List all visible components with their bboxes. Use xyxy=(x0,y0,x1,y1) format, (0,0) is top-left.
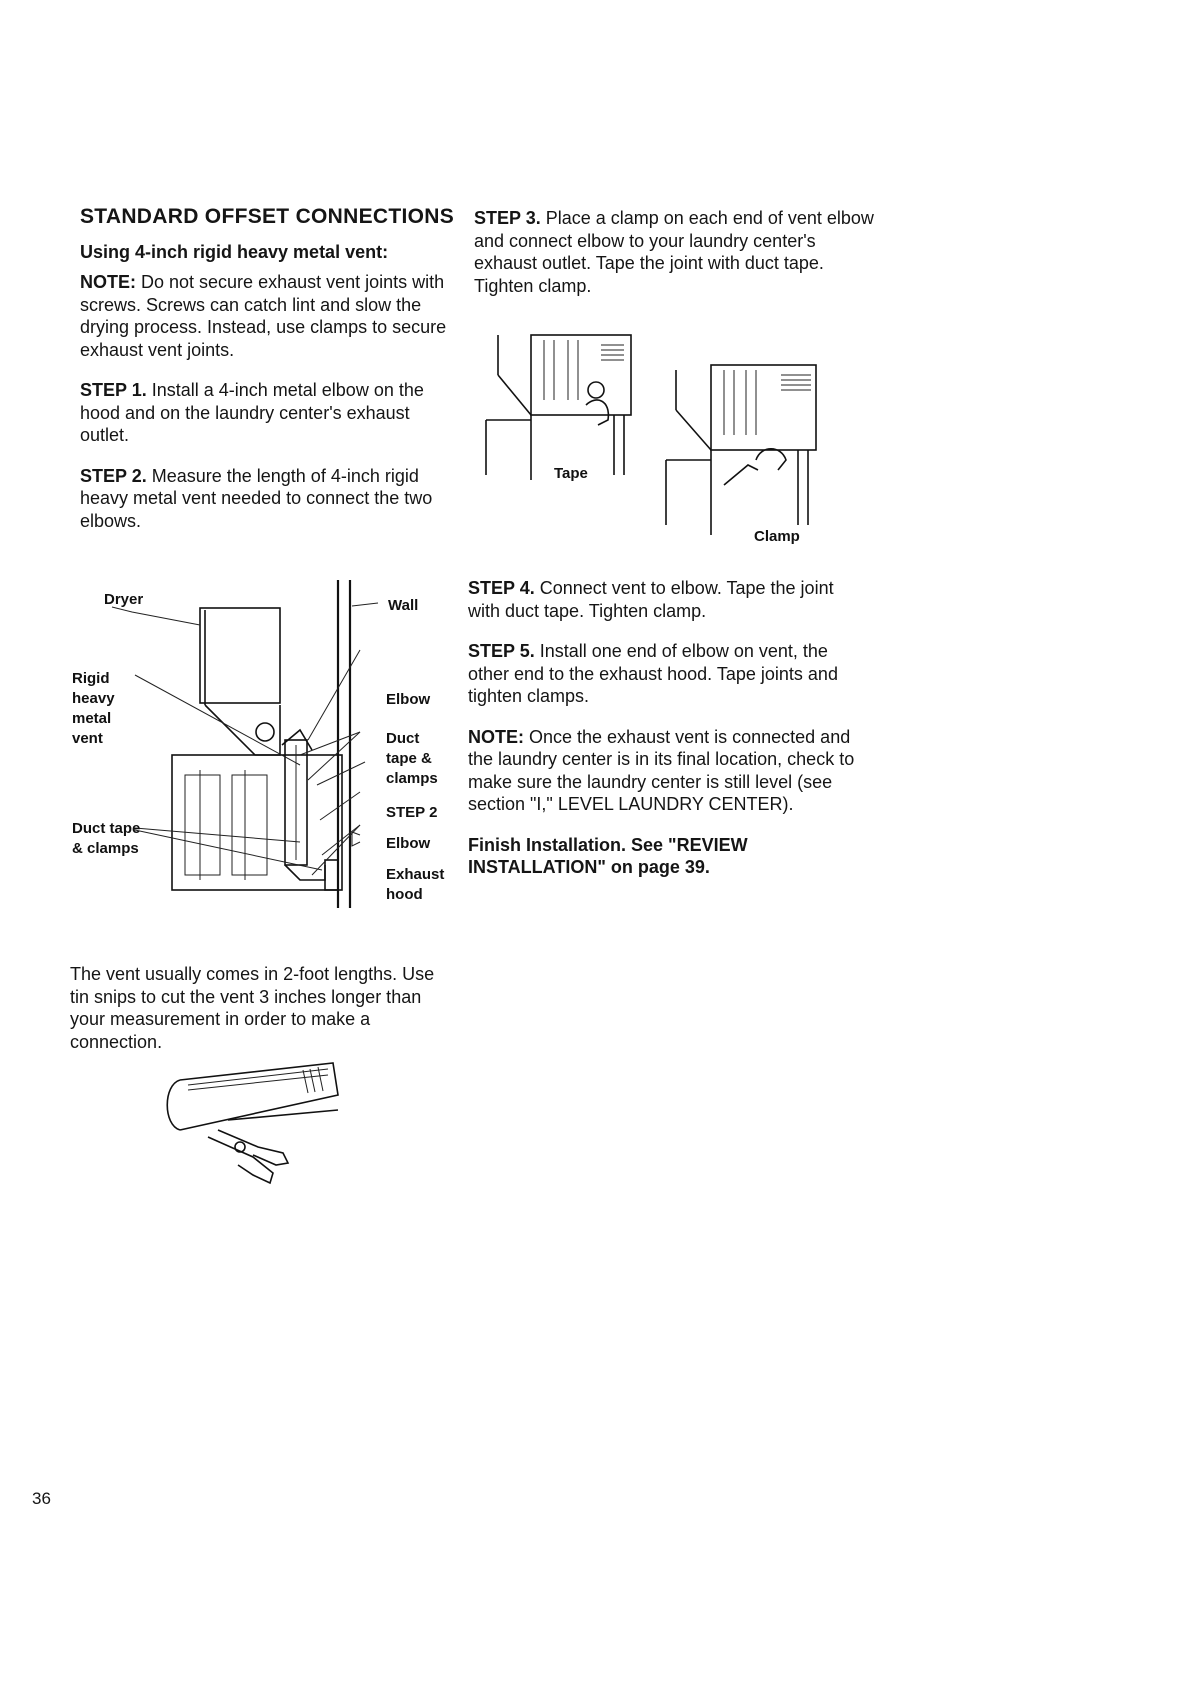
step5-paragraph: STEP 5. Install one end of elbow on vent, the other end to the exhaust hood. Tape joints and tighten clamps. xyxy=(468,641,838,706)
label-clamps-left: & clamps xyxy=(72,840,139,857)
label-heavy: heavy xyxy=(72,690,115,707)
offset-connection-diagram xyxy=(60,580,460,910)
label-elbow-top: Elbow xyxy=(386,691,431,708)
tape-clamp-diagram xyxy=(486,330,846,550)
tin-snips-illustration xyxy=(158,1055,348,1195)
finish-installation-note: Finish Installation. See "REVIEW INSTALLATION" on page 39. xyxy=(468,834,748,877)
page-number: 36 xyxy=(32,1489,51,1508)
step3-paragraph: STEP 3. Place a clamp on each end of vent elbow and connect elbow to your laundry center's exhaust outlet. Tape the joint with duct tape. Tighten clamp. xyxy=(474,208,874,296)
note-paragraph: NOTE: Do not secure exhaust vent joints with screws. Screws can catch lint and slow the drying process. Instead, use clamps to secure exhaust vent joints. xyxy=(80,272,447,360)
label-tape: tape & xyxy=(386,750,432,767)
label-duct: Duct xyxy=(386,730,420,747)
right-column-top xyxy=(474,207,874,315)
step1-paragraph: STEP 1. Install a 4-inch metal elbow on the hood and on the laundry center's exhaust outlet. xyxy=(80,380,424,445)
section-heading: STANDARD OFFSET CONNECTIONS xyxy=(80,205,455,228)
label-dryer: Dryer xyxy=(104,591,144,608)
label-metal: metal xyxy=(72,710,112,727)
right-column-bottom xyxy=(468,577,868,879)
step2-paragraph: STEP 2. Measure the length of 4-inch rigid heavy metal vent needed to connect the two elbows. xyxy=(80,465,433,531)
label-duct-tape-left: Duct tape xyxy=(72,820,141,837)
step4-paragraph: STEP 4. Connect vent to elbow. Tape the joint with duct tape. Tighten clamp. xyxy=(468,578,834,621)
label-exhaust: Exhaust xyxy=(386,866,445,883)
label-wall: Wall xyxy=(388,597,419,614)
label-clamp-diagram: Clamp xyxy=(754,528,800,545)
label-vent: vent xyxy=(72,730,103,747)
subheading: Using 4-inch rigid heavy metal vent: xyxy=(80,242,389,262)
label-step2: STEP 2 xyxy=(386,804,438,821)
label-hood: hood xyxy=(386,886,423,903)
label-rigid: Rigid xyxy=(72,670,110,687)
label-elbow-bottom: Elbow xyxy=(386,835,431,852)
left-column xyxy=(80,205,460,550)
label-tape-diagram: Tape xyxy=(554,465,588,482)
vent-length-paragraph: The vent usually comes in 2-foot lengths. Use tin snips to cut the vent 3 inches longer than your measurement in order to make a connection. xyxy=(70,964,435,1052)
label-clamps-right: clamps xyxy=(386,770,438,787)
level-note-paragraph: NOTE: Once the exhaust vent is connected and the laundry center is in its final location, check to make sure the laundry center is still level (see section "I," LEVEL LAUNDRY CENTER). xyxy=(468,726,855,814)
